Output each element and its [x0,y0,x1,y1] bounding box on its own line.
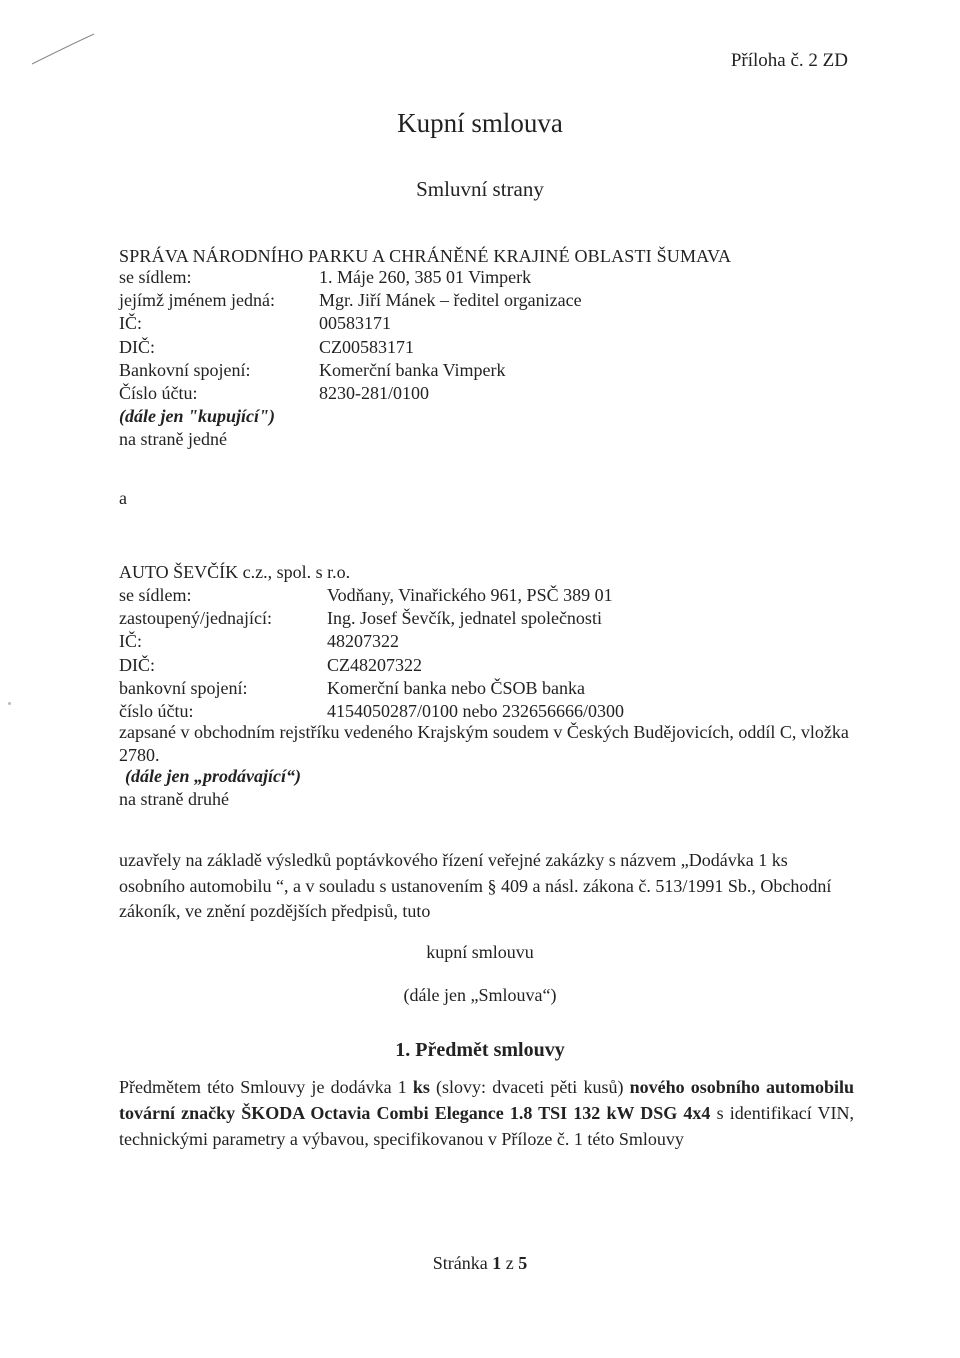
conjunction: a [119,488,127,508]
buyer-details [119,266,582,452]
seller-alias: (dále jen „prodávající“) [125,766,301,786]
buyer-row [119,312,391,335]
page-number: 1 [492,1253,502,1273]
row-value: Komerční banka Vimperk [319,359,506,380]
row-value: Mgr. Jiří Mánek – ředitel organizace [319,290,582,311]
annex-label: Příloha č. 2 ZD [730,50,848,71]
intro-paragraph: uzavřely na základě výsledků poptávkového řízení veřejné zakázky s názvem „Dodávka 1 ks osobního automobilu “, a v souladu s ustanovením § 409 a násl. zákona č. 513/1991 Sb., Obchodní zákoník, ve znění pozdějších předpisů, tuto [119,850,832,921]
row-value: CZ48207322 [327,654,423,675]
contract-alias: (dále jen „Smlouva“) [403,985,557,1005]
section-1-text: s identifikací VIN, technickými parametry a výbavou, specifikovanou v Příloze č. 1 této Smlouvy [119,1103,854,1149]
page-total: 5 [518,1253,528,1273]
row-value: 48207322 [327,631,399,652]
scan-speck [8,702,11,705]
pen-stroke-mark [28,28,98,68]
buyer-row [119,359,506,382]
section-1-title: 1. Předmět smlouvy [395,1039,565,1061]
page-sep: z [501,1253,519,1273]
section-1-text: (slovy: dvaceti pěti kusů) [429,1077,630,1097]
section-1-text: Předmětem této Smlouvy je dodávka 1 [119,1077,413,1097]
row-label: IČ: [119,313,143,334]
row-label: se sídlem: [119,267,192,287]
document-title: Kupní smlouva [397,108,563,138]
row-value: 4154050287/0100 nebo 232656666/0300 [327,700,624,721]
row-label: Číslo účtu: [119,382,198,403]
row-value: Vodňany, Vinařického 961, PSČ 389 01 [327,585,613,605]
seller-name: AUTO ŠEVČÍK c.z., spol. s r.o. [119,562,351,582]
page-footer [0,1253,960,1274]
buyer-row [119,382,429,405]
contract-word: kupní smlouvu [426,942,534,962]
buyer-alias: (dále jen "kupující") [119,406,275,427]
row-value: 00583171 [319,313,391,334]
row-label: IČ: [119,631,143,652]
row-label: číslo účtu: [119,700,194,721]
row-label: se sídlem: [119,585,192,605]
row-label: Bankovní spojení: [119,359,251,380]
row-label: zastoupený/jednající: [119,608,272,629]
row-value: 1. Máje 260, 385 01 Vimperk [319,267,532,287]
buyer-row [119,289,582,312]
buyer-side: na straně jedné [119,429,227,450]
row-label: DIČ: [119,654,155,675]
section-1-bold: ks [412,1077,430,1097]
section-1-bold: nového osobního automobilu tovární značky ŠKODA Octavia Combi Elegance 1.8 TSI 132 kW DSG 4x4 [119,1077,855,1123]
row-label: jejímž jménem jedná: [119,290,275,311]
document-subtitle: Smluvní strany [416,177,544,201]
row-value: 8230-281/0100 [319,382,429,403]
seller-side: na straně druhé [119,789,229,809]
buyer-row [119,336,415,359]
row-label: DIČ: [119,336,155,357]
row-value: CZ00583171 [319,336,415,357]
row-value: Ing. Josef Ševčík, jednatel společnosti [327,608,602,629]
buyer-row [119,266,532,289]
row-value: Komerční banka nebo ČSOB banka [327,677,585,698]
section-1-body [119,1074,854,1152]
seller-register-note: zapsané v obchodním rejstříku vedeného Krajským soudem v Českých Budějovicích, oddíl C, vložka 2780. [119,722,849,766]
page-prefix: Stránka [432,1253,493,1273]
buyer-name: SPRÁVA NÁRODNÍHO PARKU A CHRÁNĚNÉ KRAJINÉ OBLASTI ŠUMAVA [119,246,732,266]
row-label: bankovní spojení: [119,677,248,698]
